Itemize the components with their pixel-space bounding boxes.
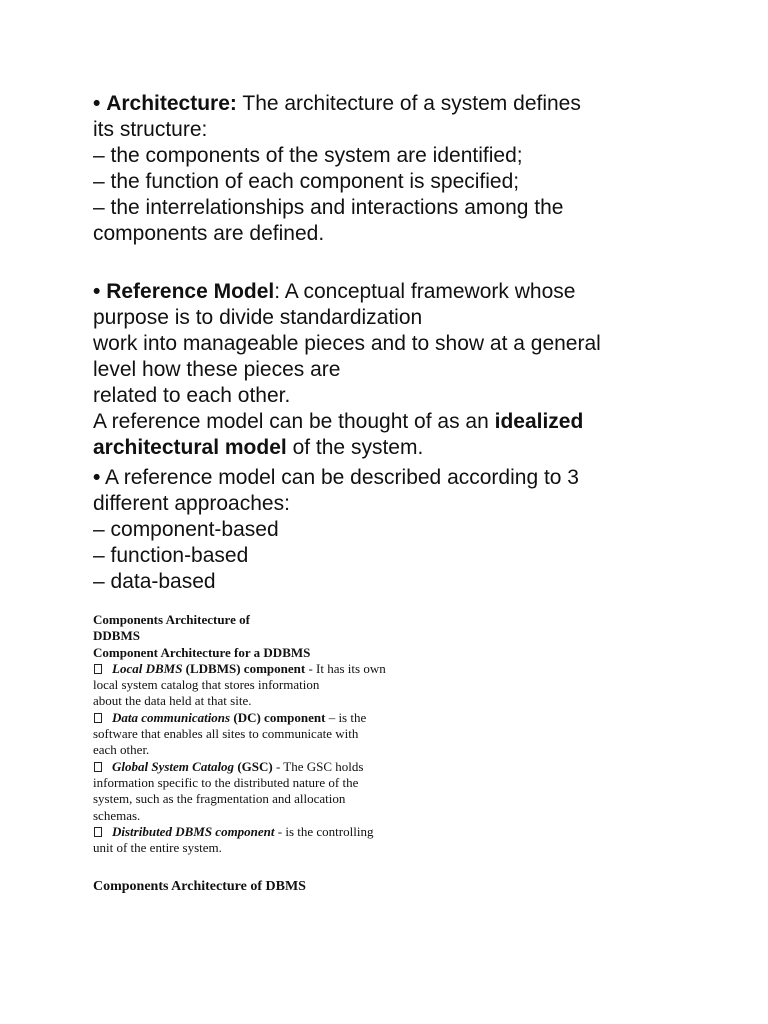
architecture-line-5: – the interrelationships and interactions among the bbox=[93, 196, 564, 219]
component-desc: - It has its own bbox=[305, 660, 386, 676]
architecture-section bbox=[93, 91, 581, 247]
component-abbr: (DC) component bbox=[230, 709, 326, 725]
reference-text: : A conceptual framework whose bbox=[274, 280, 576, 303]
component-desc-line: information specific to the distributed nature of the bbox=[93, 774, 359, 790]
architecture-line-3: – the components of the system are identified; bbox=[93, 144, 523, 167]
approach-item: – component-based bbox=[93, 518, 279, 541]
component-desc-line: each other. bbox=[93, 742, 150, 758]
architecture-text: The architecture of a system defines bbox=[236, 92, 581, 115]
architecture-term: Architecture: bbox=[106, 92, 237, 115]
reference-line-1 bbox=[93, 279, 601, 305]
component-desc-line: about the data held at that site. bbox=[93, 693, 252, 709]
component-abbr: (LDBMS) component bbox=[182, 660, 306, 676]
architecture-line-1 bbox=[93, 91, 581, 117]
reference-line-7 bbox=[93, 435, 601, 461]
component-desc: - The GSC holds bbox=[272, 758, 364, 774]
reference-bold-model: architectural model bbox=[93, 436, 287, 459]
component-desc: - is the controlling bbox=[274, 823, 374, 839]
checkbox-glyph-icon bbox=[94, 827, 102, 837]
component-item-ldbms bbox=[93, 661, 386, 677]
component-desc: – is the bbox=[325, 709, 367, 725]
component-item-gsc bbox=[93, 759, 386, 775]
components-heading-3 bbox=[93, 645, 386, 661]
bullet-icon: • bbox=[93, 280, 101, 303]
component-desc-line: schemas. bbox=[93, 807, 141, 823]
component-desc-line: software that enables all sites to communicate with bbox=[93, 726, 359, 742]
component-term: Data communications bbox=[112, 709, 231, 725]
checkbox-glyph-icon bbox=[94, 664, 102, 674]
approach-item: – data-based bbox=[93, 570, 216, 593]
component-term: Local DBMS bbox=[112, 660, 183, 676]
heading-text: Components Architecture of bbox=[93, 612, 250, 627]
heading-text: DDBMS bbox=[93, 628, 140, 644]
component-desc-line: system, such as the fragmentation and allocation bbox=[93, 791, 346, 807]
reference-line-5: related to each other. bbox=[93, 384, 291, 407]
bullet-icon: • bbox=[93, 92, 101, 115]
approaches-text: A reference model can be described according to 3 bbox=[100, 466, 579, 489]
checkbox-glyph-icon bbox=[94, 713, 102, 723]
architecture-line-2: its structure: bbox=[93, 118, 208, 141]
component-item-dc bbox=[93, 710, 386, 726]
approaches-line-1 bbox=[93, 465, 579, 491]
bullet-icon: • bbox=[93, 466, 101, 489]
heading-text: Component Architecture for a DDBMS bbox=[93, 644, 311, 660]
reference-text: A reference model can be thought of as an bbox=[93, 410, 495, 433]
components-heading-1 bbox=[93, 612, 386, 628]
reference-model-section bbox=[93, 279, 601, 461]
approaches-line-2: different approaches: bbox=[93, 492, 290, 515]
component-term: Distributed DBMS component bbox=[112, 823, 275, 839]
reference-term: Reference Model bbox=[106, 280, 275, 303]
component-item-ddbms bbox=[93, 824, 386, 840]
reference-line-4: level how these pieces are bbox=[93, 358, 341, 381]
approaches-section bbox=[93, 465, 579, 595]
architecture-line-4: – the function of each component is specified; bbox=[93, 170, 520, 193]
component-desc-line: unit of the entire system. bbox=[93, 840, 222, 856]
components-footer-heading bbox=[93, 878, 306, 896]
components-heading-2 bbox=[93, 628, 386, 644]
heading-text: Components Architecture of DBMS bbox=[93, 879, 306, 894]
checkbox-glyph-icon bbox=[94, 762, 102, 772]
reference-text: of the system. bbox=[286, 436, 424, 459]
approach-item: – function-based bbox=[93, 544, 249, 567]
components-section bbox=[93, 612, 386, 856]
component-abbr: (GSC) bbox=[234, 758, 273, 774]
component-term: Global System Catalog bbox=[112, 758, 235, 774]
reference-line-6 bbox=[93, 409, 601, 435]
architecture-line-6: components are defined. bbox=[93, 222, 325, 245]
reference-line-3: work into manageable pieces and to show at a general bbox=[93, 332, 601, 355]
component-desc-line: local system catalog that stores information bbox=[93, 677, 320, 693]
components-footer-section bbox=[93, 878, 306, 896]
reference-line-2: purpose is to divide standardization bbox=[93, 306, 423, 329]
reference-bold-idealized: idealized bbox=[494, 410, 584, 433]
